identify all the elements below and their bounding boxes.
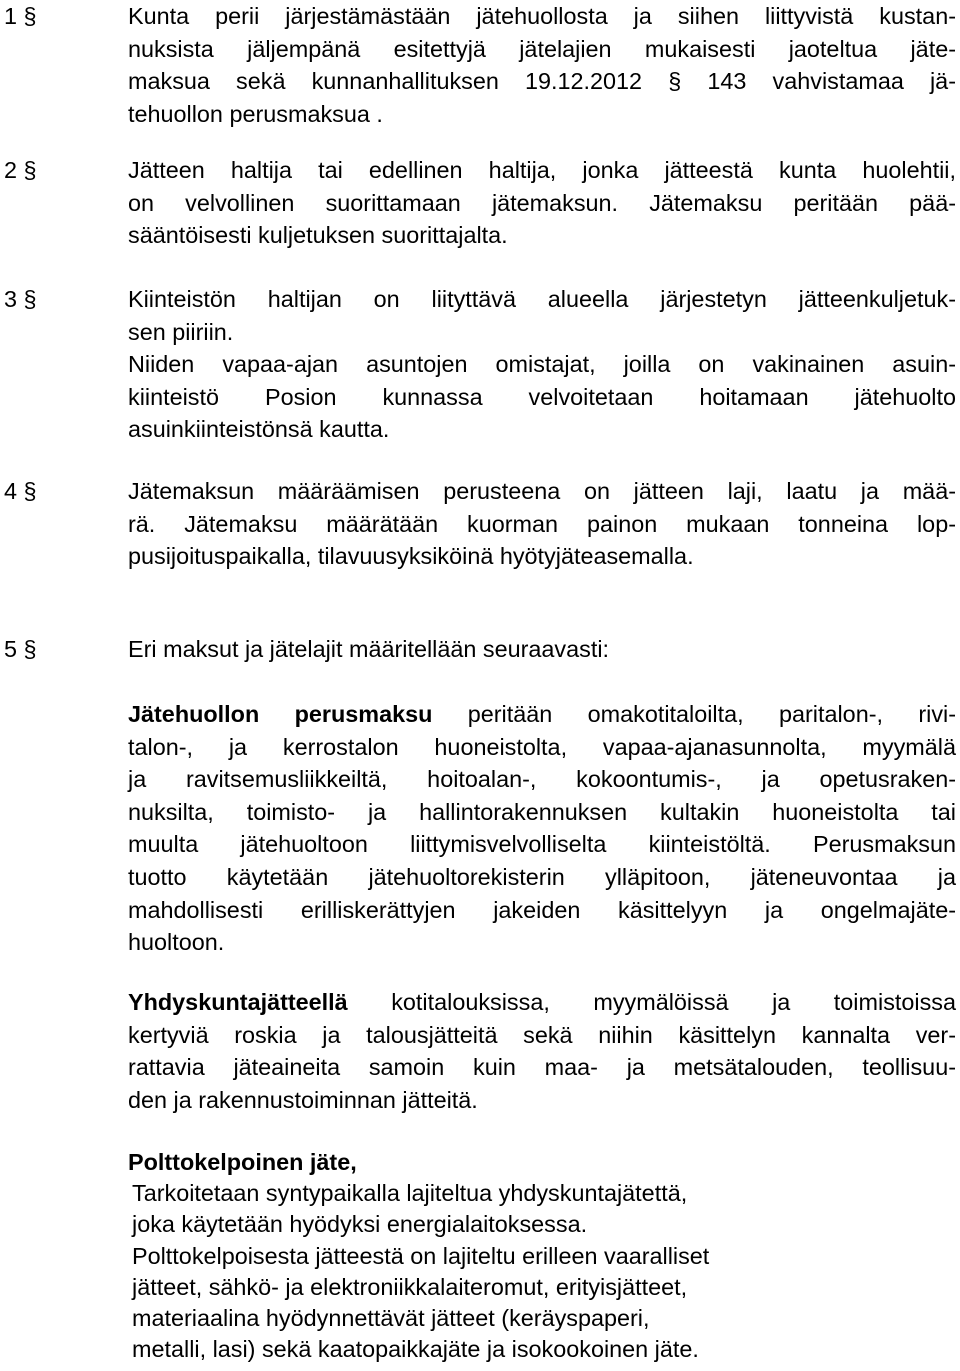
section-text: [128, 154, 956, 252]
definition-text-rest: kotitalouksissa, myymälöissä ja toimistoissa: [347, 989, 956, 1015]
text-line: joka käytetään hyödyksi energialaitoksessa.: [132, 1211, 588, 1238]
text-line: kiinteistö Posion kunnassa velvoitetaan hoitamaan jätehuolto: [128, 383, 956, 410]
section-number: 5 §: [4, 636, 37, 662]
text-line: huoltoon.: [128, 929, 225, 956]
text-line: den ja rakennustoiminnan jätteitä.: [128, 1086, 478, 1113]
section-text: [128, 633, 956, 666]
definition-text: [128, 1178, 958, 1365]
section-text: [128, 0, 956, 130]
definition-term: Jätehuollon perusmaksu: [128, 701, 433, 727]
text-line: [128, 698, 956, 731]
text-line: ja ravitsemusliikkeiltä, hoitoalan-, kokoontumis-, ja opetusraken-: [128, 766, 956, 793]
text-line: Polttokelpoisesta jätteestä on lajiteltu erilleen vaaralliset: [132, 1242, 710, 1269]
section-number: 1 §: [4, 3, 37, 29]
text-line: kertyviä roskia ja talousjätteitä sekä niihin käsittelyn kannalta ver-: [128, 1021, 956, 1048]
text-line: asuinkiinteistönsä kautta.: [128, 416, 390, 443]
definition-text-rest: peritään omakotitaloilta, paritalon-, rivi-: [432, 701, 956, 727]
polttokelpoinen-definition: [128, 1147, 958, 1365]
text-line: talon-, ja kerrostalon huoneistolta, vapaa-ajanasunnolta, myymälä: [128, 733, 956, 760]
text-line: sääntöisesti kuljetuksen suorittajalta.: [128, 222, 508, 249]
text-line: metalli, lasi) sekä kaatopaikkajäte ja isokookoinen jäte.: [132, 1336, 699, 1363]
text-line: rattavia jäteaineita samoin kuin maa- ja metsätalouden, teollisuu-: [128, 1054, 956, 1081]
section-text: [128, 475, 956, 573]
section-text: [128, 283, 956, 446]
section-number: 3 §: [4, 286, 37, 312]
section-number: 2 §: [4, 157, 37, 183]
section-number: 4 §: [4, 478, 37, 504]
definition-text: [128, 698, 956, 959]
definition-text: [128, 986, 956, 1116]
text-line: maksua sekä kunnanhallituksen 19.12.2012 § 143 vahvistamaa jä-: [128, 68, 956, 95]
text-line: on velvollinen suorittamaan jätemaksun. Jätemaksu peritään pää-: [128, 189, 956, 216]
definition-term: Yhdyskuntajätteellä: [128, 989, 348, 1015]
text-line: tehuollon perusmaksua .: [128, 100, 383, 127]
text-line: Jätemaksun määräämisen perusteena on jätteen laji, laatu ja mää-: [128, 478, 956, 504]
text-line: materiaalina hyödynnettävät jätteet (keräyspaperi,: [132, 1304, 650, 1331]
text-line: Tarkoitetaan syntypaikalla lajiteltua yhdyskuntajätettä,: [132, 1180, 688, 1207]
text-line: Niiden vapaa-ajan asuntojen omistajat, joilla on vakinainen asuin-: [128, 351, 956, 378]
text-line: Eri maksut ja jätelajit määritellään seuraavasti:: [128, 636, 610, 662]
text-line: muulta jätehuoltoon liittymisvelvolliselta kiinteistöltä. Perusmaksun: [128, 831, 956, 858]
text-line: Kunta perii järjestämästään jätehuollosta ja siihen liittyvistä kustan-: [128, 3, 956, 29]
definition-heading: Polttokelpoinen jäte,: [128, 1149, 357, 1175]
text-line: [128, 986, 956, 1019]
text-line: mahdollisesti erilliskerättyjen jakeiden käsittelyyn ja ongelmajäte-: [128, 896, 956, 923]
text-line: rä. Jätemaksu määrätään kuorman painon mukaan tonneina lop-: [128, 510, 956, 537]
text-line: pusijoituspaikalla, tilavuusyksiköinä hyötyjäteasemalla.: [128, 543, 694, 570]
text-line: jätteet, sähkö- ja elektroniikkalaiteromut, erityisjätteet,: [132, 1273, 688, 1300]
text-line: sen piiriin.: [128, 318, 234, 345]
text-line: tuotto käytetään jätehuoltorekisterin ylläpitoon, jäteneuvontaa ja: [128, 863, 956, 890]
text-line: Kiinteistön haltijan on liityttävä alueella järjestetyn jätteenkuljetuk-: [128, 286, 956, 312]
text-line: nuksista jäljempänä esitettyjä jätelajien mukaisesti jaoteltua jäte-: [128, 35, 956, 62]
text-line: nuksilta, toimisto- ja hallintorakennuksen kultakin huoneistolta tai: [128, 798, 956, 825]
text-line: Jätteen haltija tai edellinen haltija, jonka jätteestä kunta huolehtii,: [128, 157, 956, 183]
